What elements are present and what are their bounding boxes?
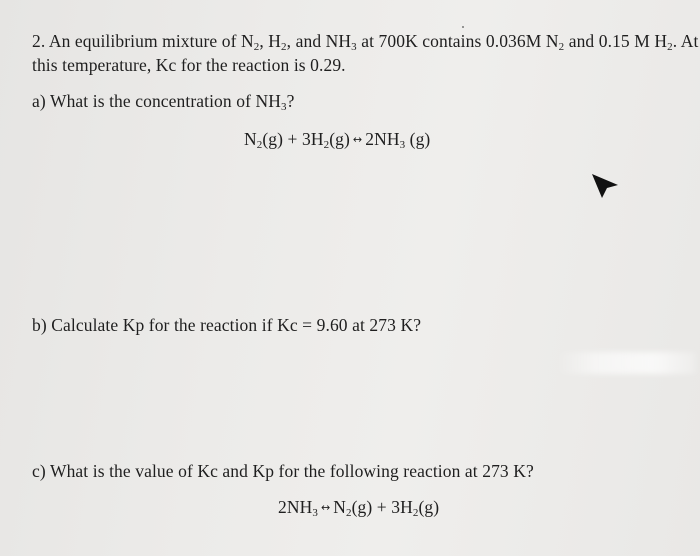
subscript: 2 [346, 507, 352, 519]
text-run: (g) + 3H [262, 129, 324, 149]
reaction-equation-1 [244, 128, 430, 151]
subscript: 2 [323, 139, 330, 151]
part-c-question: c) What is the value of Kc and Kp for the following reaction at 273 K? [32, 461, 534, 481]
subscript: 3 [399, 139, 406, 151]
equilibrium-arrow-icon: ↔ [320, 501, 331, 514]
reaction-equation-2 [278, 496, 439, 519]
text-run: ? [286, 91, 295, 111]
equilibrium-arrow-icon: ↔ [352, 133, 363, 146]
mouse-pointer-icon [590, 172, 620, 200]
subscript: 2 [412, 507, 419, 519]
part-a-question [32, 90, 294, 112]
text-run: (g) [405, 129, 431, 149]
glare-smudge [556, 352, 696, 374]
speck-mark [462, 26, 464, 28]
text-run: at 700K contains 0.036M N [356, 31, 559, 51]
subscript: 2 [281, 41, 287, 53]
question-intro-line1 [32, 30, 698, 52]
text-run: 2NH [278, 497, 313, 517]
text-run: N [244, 129, 257, 149]
text-run: (g) + 3H [351, 497, 413, 517]
subscript: 2 [667, 41, 673, 53]
text-run: a) What is the concentration of NH [32, 91, 281, 111]
text-run: (g) [329, 129, 350, 149]
subscript: 2 [253, 41, 260, 53]
text-run: , and NH [286, 31, 352, 51]
text-run: (g) [418, 497, 440, 517]
text-run: 2. An equilibrium mixture of N [32, 31, 254, 51]
subscript: 2 [256, 139, 263, 151]
text-run: , H [259, 31, 282, 51]
text-run: N [333, 497, 347, 517]
subscript: 3 [312, 507, 318, 519]
subscript: 3 [280, 101, 287, 113]
text-run: . At [672, 31, 699, 51]
part-b-question: b) Calculate Kp for the reaction if Kc = 9.60 at 273 K? [32, 315, 422, 335]
question-intro-line2: this temperature, Kc for the reaction is 0.29. [32, 55, 346, 75]
subscript: 2 [558, 41, 565, 53]
text-run: 2NH [365, 129, 400, 149]
text-run: and 0.15 M H [564, 31, 668, 51]
subscript: 3 [351, 41, 357, 53]
